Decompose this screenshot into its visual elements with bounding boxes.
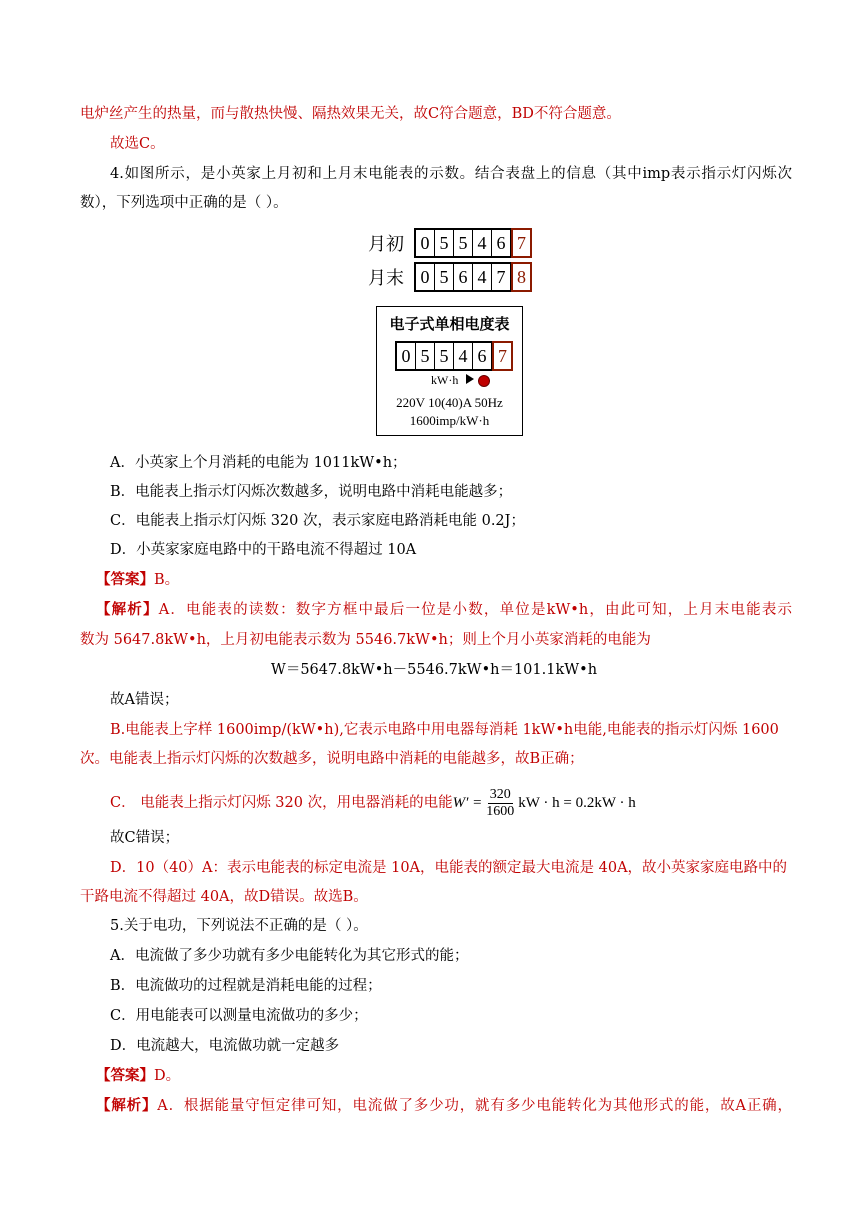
digit: 6 bbox=[454, 264, 473, 290]
indicator-led-icon bbox=[478, 375, 490, 387]
digit: 6 bbox=[473, 343, 492, 369]
reading-end-row bbox=[368, 262, 532, 292]
fraction-numerator: 320 bbox=[489, 786, 511, 802]
option-a: A．小英家上个月消耗的电能为 1011kW•h； bbox=[110, 455, 407, 471]
analysis-text: A．根据能量守恒定律可知，电流做了多少功，就有多少电能转化为其他形式的能，故A正确， bbox=[157, 1098, 792, 1114]
reading-start-label: 月初 bbox=[368, 234, 404, 255]
indicator-arrow-icon bbox=[466, 373, 470, 388]
decimal-digit: 7 bbox=[511, 228, 532, 258]
meter-panel-digits bbox=[395, 341, 513, 371]
option-c: C．电能表上指示灯闪烁 320 次，表示家庭电路消耗电能 0.2J； bbox=[110, 513, 525, 529]
meter-panel bbox=[376, 306, 523, 436]
digit: 4 bbox=[473, 264, 492, 290]
answer-line bbox=[96, 1066, 808, 1086]
digit: 5 bbox=[435, 264, 454, 290]
answer-value: B。 bbox=[154, 572, 180, 588]
digit: 4 bbox=[473, 230, 492, 256]
analysis-text: A．电能表的读数：数字方框中最后一位是小数，单位是kW•h，由此可知，上月末电能表示 bbox=[158, 602, 792, 618]
reading-start-digits bbox=[414, 228, 532, 258]
formula-c-text: C． 电能表上指示灯闪烁 320 次，用电器消耗的电能 bbox=[110, 795, 453, 811]
analysis-line bbox=[96, 1096, 792, 1116]
analysis-tag: 【解析】 bbox=[96, 1097, 158, 1114]
answer-value: D。 bbox=[154, 1068, 181, 1084]
analysis-tag: 【解析】 bbox=[96, 601, 159, 618]
fraction-denominator: 1600 bbox=[486, 803, 515, 819]
option-a: A．电流做了多少功就有多少电能转化为其它形式的能； bbox=[110, 948, 469, 964]
fraction bbox=[486, 787, 514, 820]
question-4-stem: 4.如图所示，是小英家上月初和上月末电能表的示数。结合表盘上的信息（其中imp表示指示灯闪烁次 bbox=[110, 166, 792, 182]
reading-end-digits bbox=[414, 262, 532, 292]
digit: 0 bbox=[397, 343, 416, 369]
text-line: 电炉丝产生的热量，而与散热快慢、隔热效果无关，故C符合题意，BD不符合题意。 bbox=[80, 106, 621, 122]
option-b: B．电能表上指示灯闪烁次数越多，说明电路中消耗电能越多； bbox=[110, 484, 513, 500]
meter-panel-title: 电子式单相电度表 bbox=[389, 315, 510, 333]
digit: 0 bbox=[416, 264, 435, 290]
digit: 7 bbox=[492, 264, 511, 290]
digit: 6 bbox=[492, 230, 511, 256]
formula-symbol: W′ = bbox=[452, 795, 483, 811]
text-line: D．10（40）A：表示电能表的标定电流是 10A，电能表的额定最大电流是 40A，故小英家家庭电路中的 bbox=[110, 860, 788, 876]
answer-line bbox=[96, 570, 808, 590]
reading-start-row bbox=[368, 228, 532, 258]
decimal-digit: 8 bbox=[511, 262, 532, 292]
text-line: 次。电能表上指示灯闪烁的次数越多，说明电路中消耗的电能越多，故B正确； bbox=[80, 751, 584, 767]
text-line: B.电能表上字样 1600imp/(kW•h),它表示电路中用电器每消耗 1kW•h电能,电能表的指示灯闪烁 1600 bbox=[110, 722, 779, 738]
option-b: B．电流做功的过程就是消耗电能的过程； bbox=[110, 978, 382, 994]
meter-spec-rating: 220V 10(40)A 50Hz bbox=[396, 395, 503, 410]
option-d: D．小英家家庭电路中的干路电流不得超过 10A bbox=[110, 542, 417, 558]
formula-c-line bbox=[110, 786, 822, 820]
meter-spec-constant: 1600imp/kW·h bbox=[409, 413, 490, 428]
option-d: D．电流越大，电流做功就一定越多 bbox=[110, 1038, 340, 1054]
text-line: 干路电流不得超过 40A，故D错误。故选B。 bbox=[80, 889, 368, 905]
meter-unit: kW·h bbox=[431, 373, 459, 387]
reading-end-label: 月末 bbox=[368, 268, 404, 289]
question-4-stem-cont: 数），下列选项中正确的是（ ）。 bbox=[80, 195, 288, 211]
analysis-line bbox=[96, 600, 792, 620]
text-line: 数为 5647.8kW•h，上月初电能表示数为 5546.7kW•h；则上个月小英家消耗的电能为 bbox=[80, 632, 651, 648]
answer-tag: 【答案】 bbox=[96, 1067, 154, 1084]
formula-result: kW · h = 0.2kW · h bbox=[518, 795, 636, 811]
text-line: 故A错误； bbox=[110, 692, 179, 708]
digit: 5 bbox=[416, 343, 435, 369]
meter-panel-unit-row bbox=[431, 373, 490, 388]
digit: 5 bbox=[435, 343, 454, 369]
text-line: 故C错误； bbox=[110, 830, 180, 846]
digit: 4 bbox=[454, 343, 473, 369]
digit: 5 bbox=[454, 230, 473, 256]
digit: 0 bbox=[416, 230, 435, 256]
answer-tag: 【答案】 bbox=[96, 571, 154, 588]
question-5-stem: 5.关于电功，下列说法不正确的是（ ）。 bbox=[110, 918, 368, 934]
digit: 5 bbox=[435, 230, 454, 256]
decimal-digit: 7 bbox=[492, 341, 513, 371]
formula-line: W＝5647.8kW•h－5546.7kW•h＝101.1kW•h bbox=[270, 662, 598, 678]
text-line: 故选C。 bbox=[110, 136, 165, 152]
option-c: C．用电能表可以测量电流做功的多少； bbox=[110, 1008, 368, 1024]
